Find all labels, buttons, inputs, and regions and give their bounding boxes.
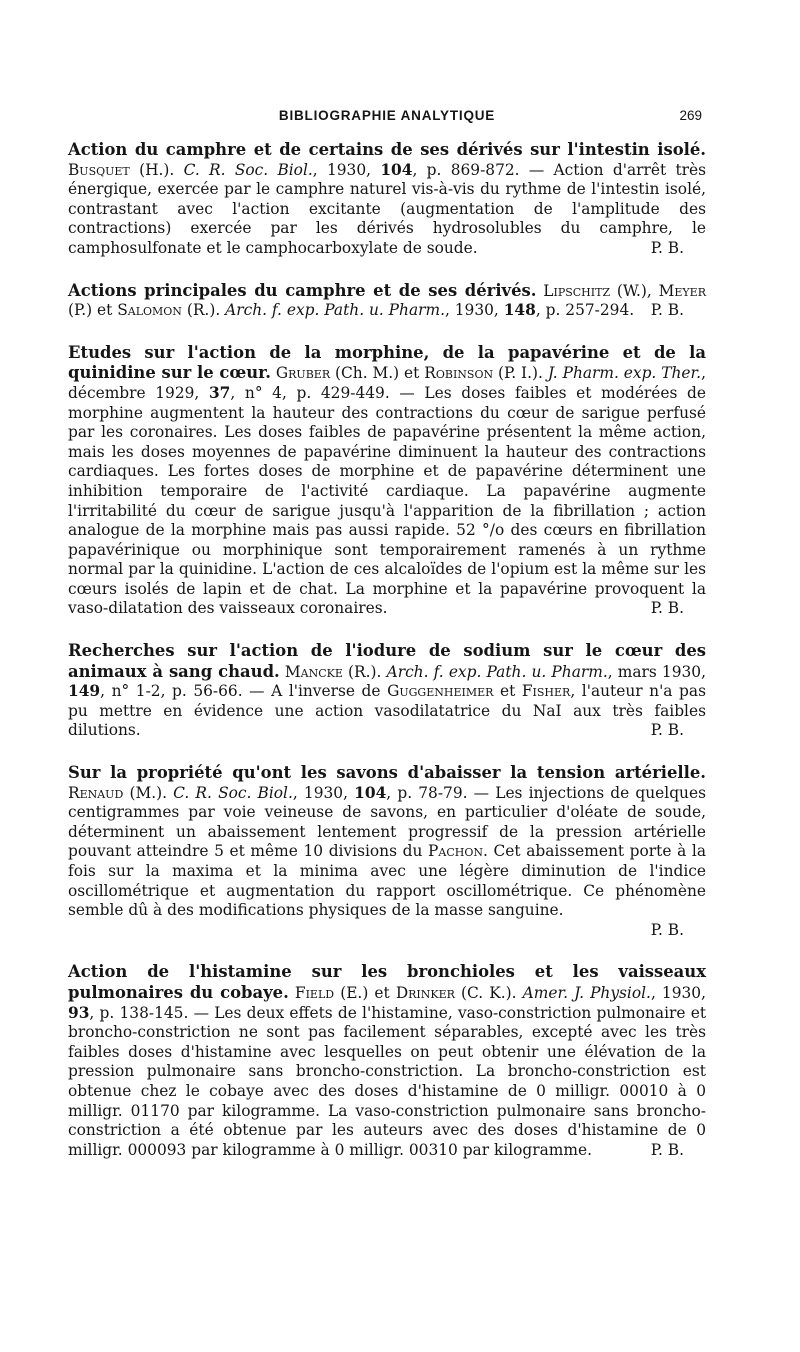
abstract-entry [68,281,706,321]
entry-body [68,281,706,321]
author-name: Field [294,983,335,1002]
abstract-text: , l'auteur n'a pas pu mettre en évidence une action vasodilatatrice du NaI aux très faibles dilutions. [68,682,706,740]
journal-name: J. Pharm. exp. Ther. [547,364,702,383]
volume-number: 148 [503,301,536,320]
entry-body [68,641,706,741]
author-initials: (M.). [123,783,174,802]
author-initials: (R.). [181,301,226,320]
page-range: , n° 1-2, p. 56-66. [100,682,243,701]
publication-year: , décembre 1929, [68,364,706,402]
author-initials: (P.) et [68,301,118,320]
reviewer-initials: P. B. [650,599,684,618]
author-name: Robinson [424,364,494,383]
abstract-text: — Action d'arrêt très énergique, exercée par le camphre naturel vis-à-vis du rythme de l'intestin isolé, contrastant avec l'action excitante (augmentation de l'amplitude des contractions) exercée par les dérivés hydrosolubles du camphre, le camphosulfonate et le camphocarboxylate de soude. [68,160,707,257]
page-number: 269 [679,108,702,123]
cited-author: Pachon [428,842,483,861]
volume-number: 149 [68,682,101,701]
author-name: Lipschitz [543,281,611,300]
abstract-text: — Les doses faibles et modérées de morphine augmentent la hauteur des contractions du cœur de sarigue perfusé par les coronaires. Les doses faibles de papavérine présentent la même action, mais les doses moyennes de papavérine diminuent la hauteur des contractions cardiaques. Les fortes doses de morphine et de papavérine déterminent une inhibition temporaire de l'activité cardiaque. La papavérine augmente l'irritabilité du cœur de sarigue jusqu'à l'apparition de la fibrillation ; action analogue de la morphine mais pas aussi rapide. 52 °/o des cœurs en fibrillation papavérinique ou morphinique sont temporairement ramenés à un rythme normal par la quinidine. L'action de ces alcaloïdes de l'opium est la même sur les cœurs isolés de lapin et de chat. La morphine et la papavérine provoquent la vaso-dilatation des vaisseaux coronaires. [68,383,706,618]
publication-year: , 1930, [292,783,355,802]
publication-year: , 1930, [444,301,504,320]
page-range: , n° 4, p. 429-449. [230,383,390,402]
reviewer-initials: P. B. [650,920,684,939]
article-title: Sur la propriété qu'ont les savons d'abaisser la tension artérielle. [68,763,706,783]
article-title: Recherches sur l'action de l'iodure de sodium sur le cœur des animaux à sang chaud. [68,641,706,681]
entry-body [68,140,706,259]
reviewer-initials: P. B. [650,721,684,740]
abstract-text: et [493,682,522,701]
running-title: BIBLIOGRAPHIE ANALYTIQUE [278,108,496,123]
author-name: Renaud [68,783,124,802]
journal-name: C. R. Soc. Biol. [173,783,293,802]
abstract-entry [68,641,706,741]
entry-body [68,763,706,921]
volume-number: 104 [354,783,387,802]
abstract-entry [68,962,706,1160]
author-initials: (W.), [610,281,659,300]
page-range: , p. 78-79. [386,783,468,802]
cited-author: Guggenheimer [387,682,494,701]
journal-name: C. R. Soc. Biol. [183,160,313,179]
publication-year: , mars 1930, [607,662,706,681]
abstract-entry [68,343,706,619]
abstract-text: . Cet abaissement porte à la fois sur la maxima et la minima avec une légère diminution de l'indice oscillométrique et augmentation du rapport oscillométrique. Ce phénomène semble dû à des modifications physiques de la masse sanguine. [68,842,706,920]
abstract-text: — Les injections de quelques centigrammes par voie veineuse de savons, en particulier d'oléate de soude, déterminent un abaissement lentement progressif de la pression artérielle pouvant atteindre 5 et même 10 divisions du [68,783,706,861]
volume-number: 93 [68,1003,90,1022]
abstract-text: — A l'inverse de [242,682,388,701]
publication-year: , 1930, [650,983,706,1002]
entry-body [68,343,706,619]
author-name: Mancke [284,662,343,681]
article-title: Action de l'histamine sur les bronchioles et les vaisseaux pulmonaires du cobaye. [68,962,706,1002]
page-range: , p. 869-872. [412,160,520,179]
author-initials: (P. I.). [493,364,548,383]
journal-name: Amer. J. Physiol. [522,983,651,1002]
author-initials: (C. K.). [454,983,523,1002]
page-range: , p. 257-294. [535,301,635,320]
running-header [68,104,706,126]
author-name: Busquet [68,160,130,179]
volume-number: 37 [208,383,231,402]
author-name: Gruber [275,364,331,383]
author-initials: (E.) et [334,983,396,1002]
journal-name: Arch. f. exp. Path. u. Pharm. [386,662,608,681]
entry-body [68,962,706,1160]
cited-author: Fisher [521,682,571,701]
reviewer-initials: P. B. [650,301,684,320]
author-name: Salomon [117,301,182,320]
author-name: Meyer [658,281,706,300]
article-title: Etudes sur l'action de la morphine, de la papavérine et de la quinidine sur le cœur. [68,342,706,383]
author-initials: (H.). [129,160,184,179]
author-initials: (R.). [342,662,387,681]
article-title: Action du camphre et de certains de ses dérivés sur l'intestin isolé. [68,140,706,159]
abstract-entry [68,140,706,259]
journal-name: Arch. f. exp. Path. u. Pharm. [225,301,445,320]
abstract-text: — Les deux effets de l'histamine, vaso-constriction pulmonaire et broncho-constriction ne sont pas facilement séparables, excepté avec les très faibles doses d'histamine avec lesquelles on peut obtenir une élévation de la pression pulmonaire sans broncho-constriction. La broncho-constriction est obtenue chez le cobaye avec des doses d'histamine de 0 milligr. 00010 à 0 milligr. 01170 par kilogramme. La vaso-constriction pulmonaire sans broncho-constriction a été obtenue par les auteurs avec des doses d'histamine de 0 milligr. 000093 par kilogramme à 0 milligr. 00310 par kilogramme. [68,1003,707,1159]
page-range: , p. 138-145. [89,1003,189,1022]
publication-year: , 1930, [312,160,381,179]
article-title: Actions principales du camphre et de ses dérivés. [68,280,537,300]
reviewer-initials: P. B. [650,1140,684,1159]
journal-page [68,104,706,1182]
abstract-entry [68,763,706,940]
author-name: Drinker [395,983,455,1002]
volume-number: 104 [380,160,413,179]
author-initials: (Ch. M.) et [330,364,425,383]
reviewer-initials: P. B. [650,238,684,257]
